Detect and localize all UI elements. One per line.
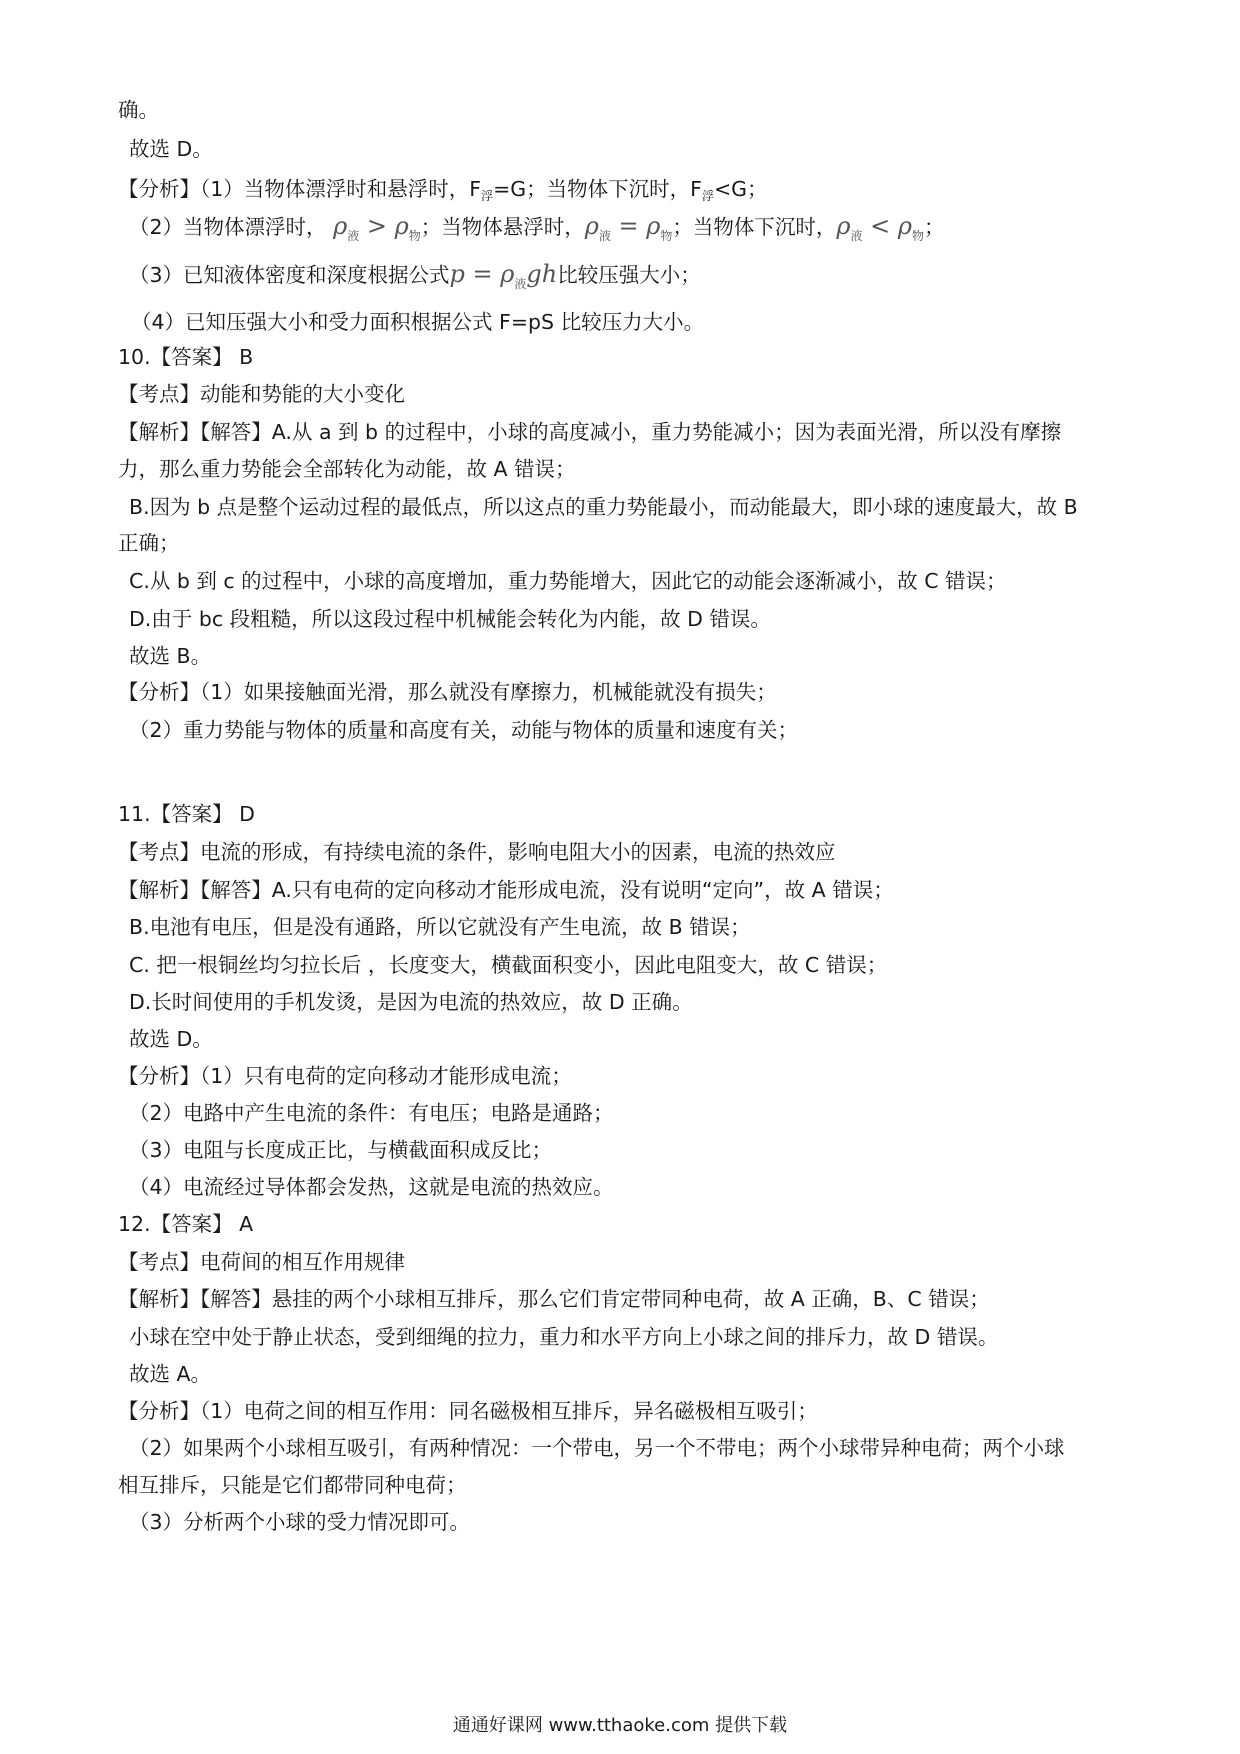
text-line: （3）分析两个小球的受力情况即可。: [129, 1510, 471, 1534]
text-line: 【分析】（1）电荷之间的相互作用：同名磁极相互排斥，异名磁极相互吸引；: [118, 1399, 818, 1423]
analysis-line-1: [118, 175, 768, 210]
line-text: （3）已知液体密度和深度根据公式: [129, 263, 450, 287]
text-line: 【考点】电流的形成，有持续电流的条件，影响电阻大小的因素，电流的热效应: [118, 840, 836, 864]
subscript-float: 浮: [481, 189, 494, 203]
text-line: （2）重力势能与物体的质量和高度有关，动能与物体的质量和速度有关；: [129, 718, 799, 742]
text-line: 【解析】【解答】A.从 a 到 b 的过程中，小球的高度减小，重力势能减小；因为表面光滑，所以没有摩擦: [118, 420, 1062, 444]
text-line: 故选 A。: [129, 1362, 212, 1386]
subscript-float: 浮: [701, 189, 714, 203]
text-line: （4）已知压强大小和受力面积根据公式 F=pS 比较压力大小。: [131, 310, 705, 334]
line-text: （2）当物体漂浮时，: [129, 215, 327, 239]
text-line: （2）如果两个小球相互吸引，有两种情况：一个带电，另一个不带电；两个小球带异种电荷；两个小球: [129, 1436, 1065, 1460]
text-line: 【考点】动能和势能的大小变化: [118, 382, 405, 406]
text-line: 故选 D。: [129, 1027, 213, 1051]
line-text: 【分析】（1）当物体漂浮时和悬浮时，F: [118, 177, 482, 201]
text-line: B.电池有电压，但是没有通路，所以它就没有产生电流，故 B 错误；: [129, 915, 751, 939]
text-line: 确。: [118, 98, 159, 122]
page-footer: 通通好课网 www.tthaoke.com 提供下载: [452, 1715, 788, 1736]
text-line: （3）电阻与长度成正比，与横截面积成反比；: [129, 1138, 553, 1162]
text-line: 【分析】（1）只有电荷的定向移动才能形成电流；: [118, 1064, 572, 1088]
text-line: （2）电路中产生电流的条件：有电压；电路是通路；: [129, 1101, 614, 1125]
text-line: 【解析】【解答】悬挂的两个小球相互排斥，那么它们肯定带同种电荷，故 A 正确，B、C 错误；: [118, 1287, 990, 1311]
text-line: B.因为 b 点是整个运动过程的最低点，所以这点的重力势能最小，而动能最大，即小球的速度最大，故 B: [129, 495, 1078, 519]
text-line: 故选 D。: [129, 137, 213, 161]
analysis-line-2: [129, 212, 945, 250]
line-text: =G；当物体下沉时，F: [493, 177, 702, 201]
text-line: 相互排斥，只能是它们都带同种电荷；: [118, 1473, 467, 1497]
text-line: 【分析】（1）如果接触面光滑，那么就没有摩擦力，机械能就没有损失；: [118, 680, 777, 704]
pressure-formula: $p = \rho_液gh$: [449, 260, 558, 291]
density-formula: $\rho_液 > \rho_物$: [333, 212, 421, 243]
answer-heading: 12.【答案】 A: [118, 1212, 254, 1236]
text-line: 正确；: [118, 531, 180, 555]
analysis-line-3: [129, 260, 701, 298]
line-text: ；: [924, 215, 945, 239]
text-line: D.由于 bc 段粗糙，所以这段过程中机械能会转化为内能，故 D 错误。: [129, 607, 771, 631]
text-line: C. 把一根铜丝均匀拉长后 ，长度变大，横截面积变小，因此电阻变大，故 C 错误；: [129, 953, 888, 977]
text-line: 【考点】电荷间的相互作用规律: [118, 1250, 405, 1274]
line-text: 比较压强大小；: [557, 263, 701, 287]
text-line: 小球在空中处于静止状态，受到细绳的拉力，重力和水平方向上小球之间的排斥力，故 D 错误。: [129, 1325, 999, 1349]
line-text: ；当物体悬浮时，: [420, 215, 585, 239]
text-line: （4）电流经过导体都会发热，这就是电流的热效应。: [129, 1175, 614, 1199]
line-text: <G；: [713, 177, 768, 201]
text-line: C.从 b 到 c 的过程中，小球的高度增加，重力势能增大，因此它的动能会逐渐减小，故 C 错误；: [129, 569, 1007, 593]
density-formula: $\rho_液 = \rho_物$: [584, 212, 673, 243]
text-line: 【解析】【解答】A.只有电荷的定向移动才能形成电流，没有说明“定向”，故 A 错误；: [118, 878, 894, 902]
answer-heading: 10.【答案】 B: [118, 345, 254, 369]
answer-heading: 11.【答案】 D: [118, 802, 255, 826]
text-line: D.长时间使用的手机发烫，是因为电流的热效应，故 D 正确。: [129, 990, 693, 1014]
density-formula: $\rho_液 < \rho_物$: [836, 212, 924, 243]
text-line: 故选 B。: [129, 644, 212, 668]
line-text: ；当物体下沉时，: [672, 215, 837, 239]
text-line: 力，那么重力势能会全部转化为动能，故 A 错误；: [118, 457, 576, 481]
